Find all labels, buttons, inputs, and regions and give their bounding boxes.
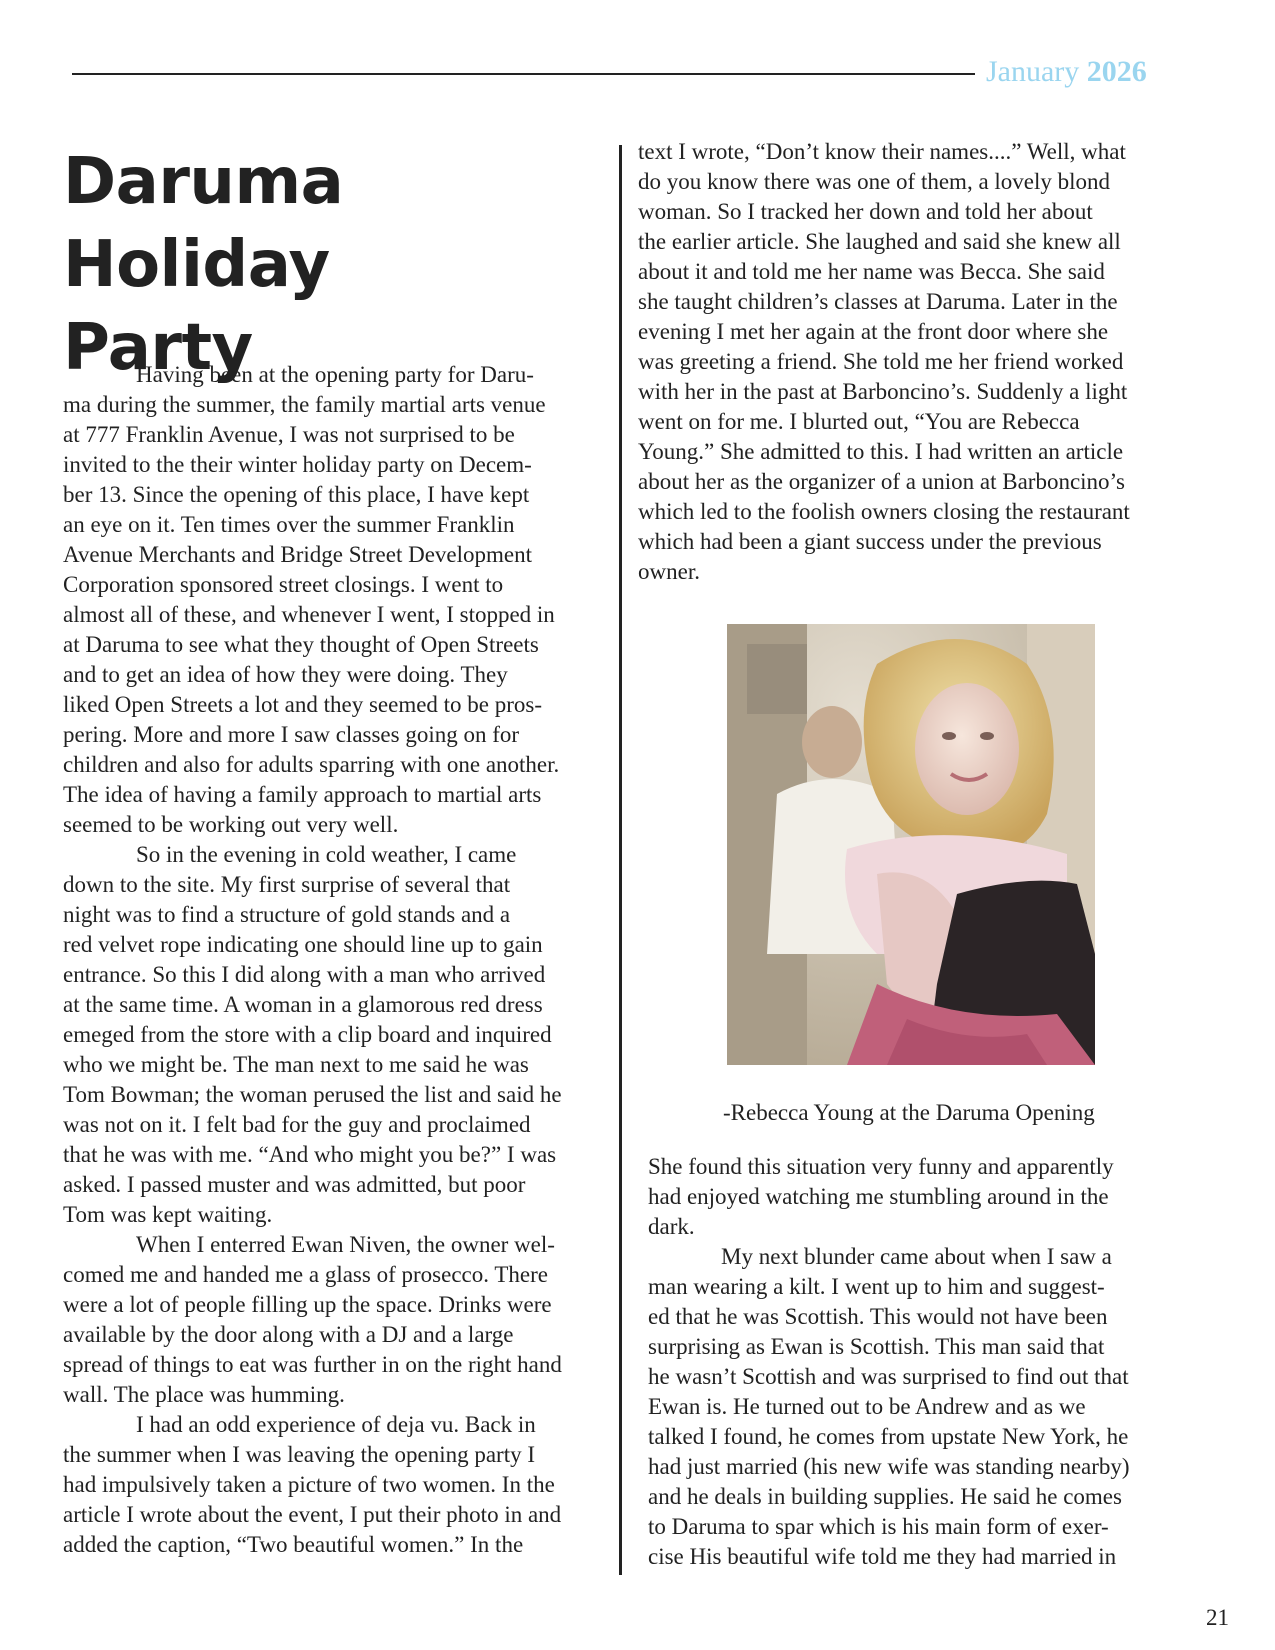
text-line: dark. [648,1214,695,1239]
text-line: Corporation sponsored street closings. I went to [63,572,504,597]
text-line: The idea of having a family approach to martial arts [63,782,542,807]
text-line: and to get an idea of how they were doing. They [63,662,508,687]
text-line: at Daruma to see what they thought of Open Streets [63,632,539,657]
text-line: and he deals in building supplies. He said he comes [648,1484,1122,1509]
text-line: ber 13. Since the opening of this place, I have kept [63,482,530,507]
text-line: almost all of these, and whenever I went, I stopped in [63,602,555,627]
text-line: red velvet rope indicating one should line up to gain [63,932,543,957]
text-line: man wearing a kilt. I went up to him and suggest- [648,1274,1105,1299]
text-line: about her as the organizer of a union at Barboncino’s [638,469,1125,494]
text-line: She found this situation very funny and apparently [648,1154,1114,1179]
text-line: evening I met her again at the front door where she [638,319,1109,344]
text-line: liked Open Streets a lot and they seemed to be pros- [63,692,543,717]
text-line: ed that he was Scottish. This would not have been [648,1304,1108,1329]
text-line: talked I found, he comes from upstate New York, he [648,1424,1129,1449]
text-line: owner. [638,559,700,584]
text-line: comed me and handed me a glass of prosecco. There [63,1262,548,1287]
text-line: Avenue Merchants and Bridge Street Development [63,542,533,567]
photo-image [727,624,1095,1065]
text-line: went on for me. I blurted out, “You are Rebecca [638,409,1080,434]
text-line: asked. I passed muster and was admitted, but poor [63,1172,526,1197]
text-line: woman. So I tracked her down and told her about [638,199,1093,224]
title-line-1: Daruma Holiday [63,145,344,302]
text-line: about it and told me her name was Becca. She said [638,259,1105,284]
article-photo [727,624,1095,1065]
text-line: My next blunder came about when I saw a [721,1244,1112,1269]
text-line: at 777 Franklin Avenue, I was not surprised to be [63,422,515,447]
text-line: ma during the summer, the family martial arts venue [63,392,546,417]
issue-month: January [986,55,1080,88]
photo-caption: -Rebecca Young at the Daruma Opening [723,1100,1095,1125]
text-line: Young.” She admitted to this. I had written an article [638,439,1124,464]
text-line: do you know there was one of them, a lovely blond [638,169,1111,194]
text-line: Having been at the opening party for Daru- [136,362,534,387]
text-line: cise His beautiful wife told me they had married in [648,1544,1117,1569]
page-number: 21 [1206,1605,1229,1630]
text-line: he wasn’t Scottish and was surprised to find out that [648,1364,1129,1389]
text-line: text I wrote, “Don’t know their names....” Well, what [638,139,1126,164]
text-line: added the caption, “Two beautiful women.” In the [63,1532,524,1557]
text-line: seemed to be working out very well. [63,812,399,837]
text-line: children and also for adults sparring with one another. [63,752,560,777]
text-line: which had been a giant success under the previous [638,529,1102,554]
article-title [63,141,623,390]
text-line: emeged from the store with a clip board and inquired [63,1022,552,1047]
text-line: So in the evening in cold weather, I came [136,842,517,867]
text-line: at the same time. A woman in a glamorous red dress [63,992,543,1017]
text-line: she taught children’s classes at Daruma. Later in the [638,289,1118,314]
title-line-2: Party [63,311,253,385]
text-line: had enjoyed watching me stumbling around in the [648,1184,1109,1209]
text-line: was greeting a friend. She told me her friend worked [638,349,1124,374]
text-line: pering. More and more I saw classes going on for [63,722,520,747]
text-line: the summer when I was leaving the opening party I [63,1442,536,1467]
text-line: available by the door along with a DJ and a large [63,1322,514,1347]
text-line: entrance. So this I did along with a man who arrived [63,962,546,987]
text-line: spread of things to eat was further in on the right hand [63,1352,562,1377]
text-line: Tom was kept waiting. [63,1202,273,1227]
text-line: which led to the foolish owners closing the restaurant [638,499,1130,524]
text-line: When I enterred Ewan Niven, the owner wel- [136,1232,555,1257]
text-line: had just married (his new wife was standing nearby) [648,1454,1130,1479]
header-rule [72,73,975,75]
text-line: was not on it. I felt bad for the guy and proclaimed [63,1112,531,1137]
text-line: had impulsively taken a picture of two women. In the [63,1472,555,1497]
text-line: Ewan is. He turned out to be Andrew and as we [648,1394,1086,1419]
text-line: surprising as Ewan is Scottish. This man said that [648,1334,1105,1359]
text-line: to Daruma to spar which is his main form of exer- [648,1514,1109,1539]
text-line: article I wrote about the event, I put their photo in and [63,1502,562,1527]
text-line: down to the site. My first surprise of several that [63,872,511,897]
text-line: an eye on it. Ten times over the summer Franklin [63,512,515,537]
text-line: were a lot of people filling up the space. Drinks were [63,1292,552,1317]
text-line: I had an odd experience of deja vu. Back in [136,1412,536,1437]
issue-year: 2026 [1086,55,1147,88]
issue-date [986,55,1147,89]
text-line: wall. The place was humming. [63,1382,345,1407]
text-line: that he was with me. “And who might you be?” I was [63,1142,557,1167]
text-line: Tom Bowman; the woman perused the list and said he [63,1082,562,1107]
column-divider [619,145,622,1575]
text-line: with her in the past at Barboncino’s. Suddenly a light [638,379,1128,404]
text-line: who we might be. The man next to me said he was [63,1052,529,1077]
text-line: night was to find a structure of gold stands and a [63,902,511,927]
text-line: invited to the their winter holiday party on Decem- [63,452,532,477]
text-line: the earlier article. She laughed and said she knew all [638,229,1121,254]
